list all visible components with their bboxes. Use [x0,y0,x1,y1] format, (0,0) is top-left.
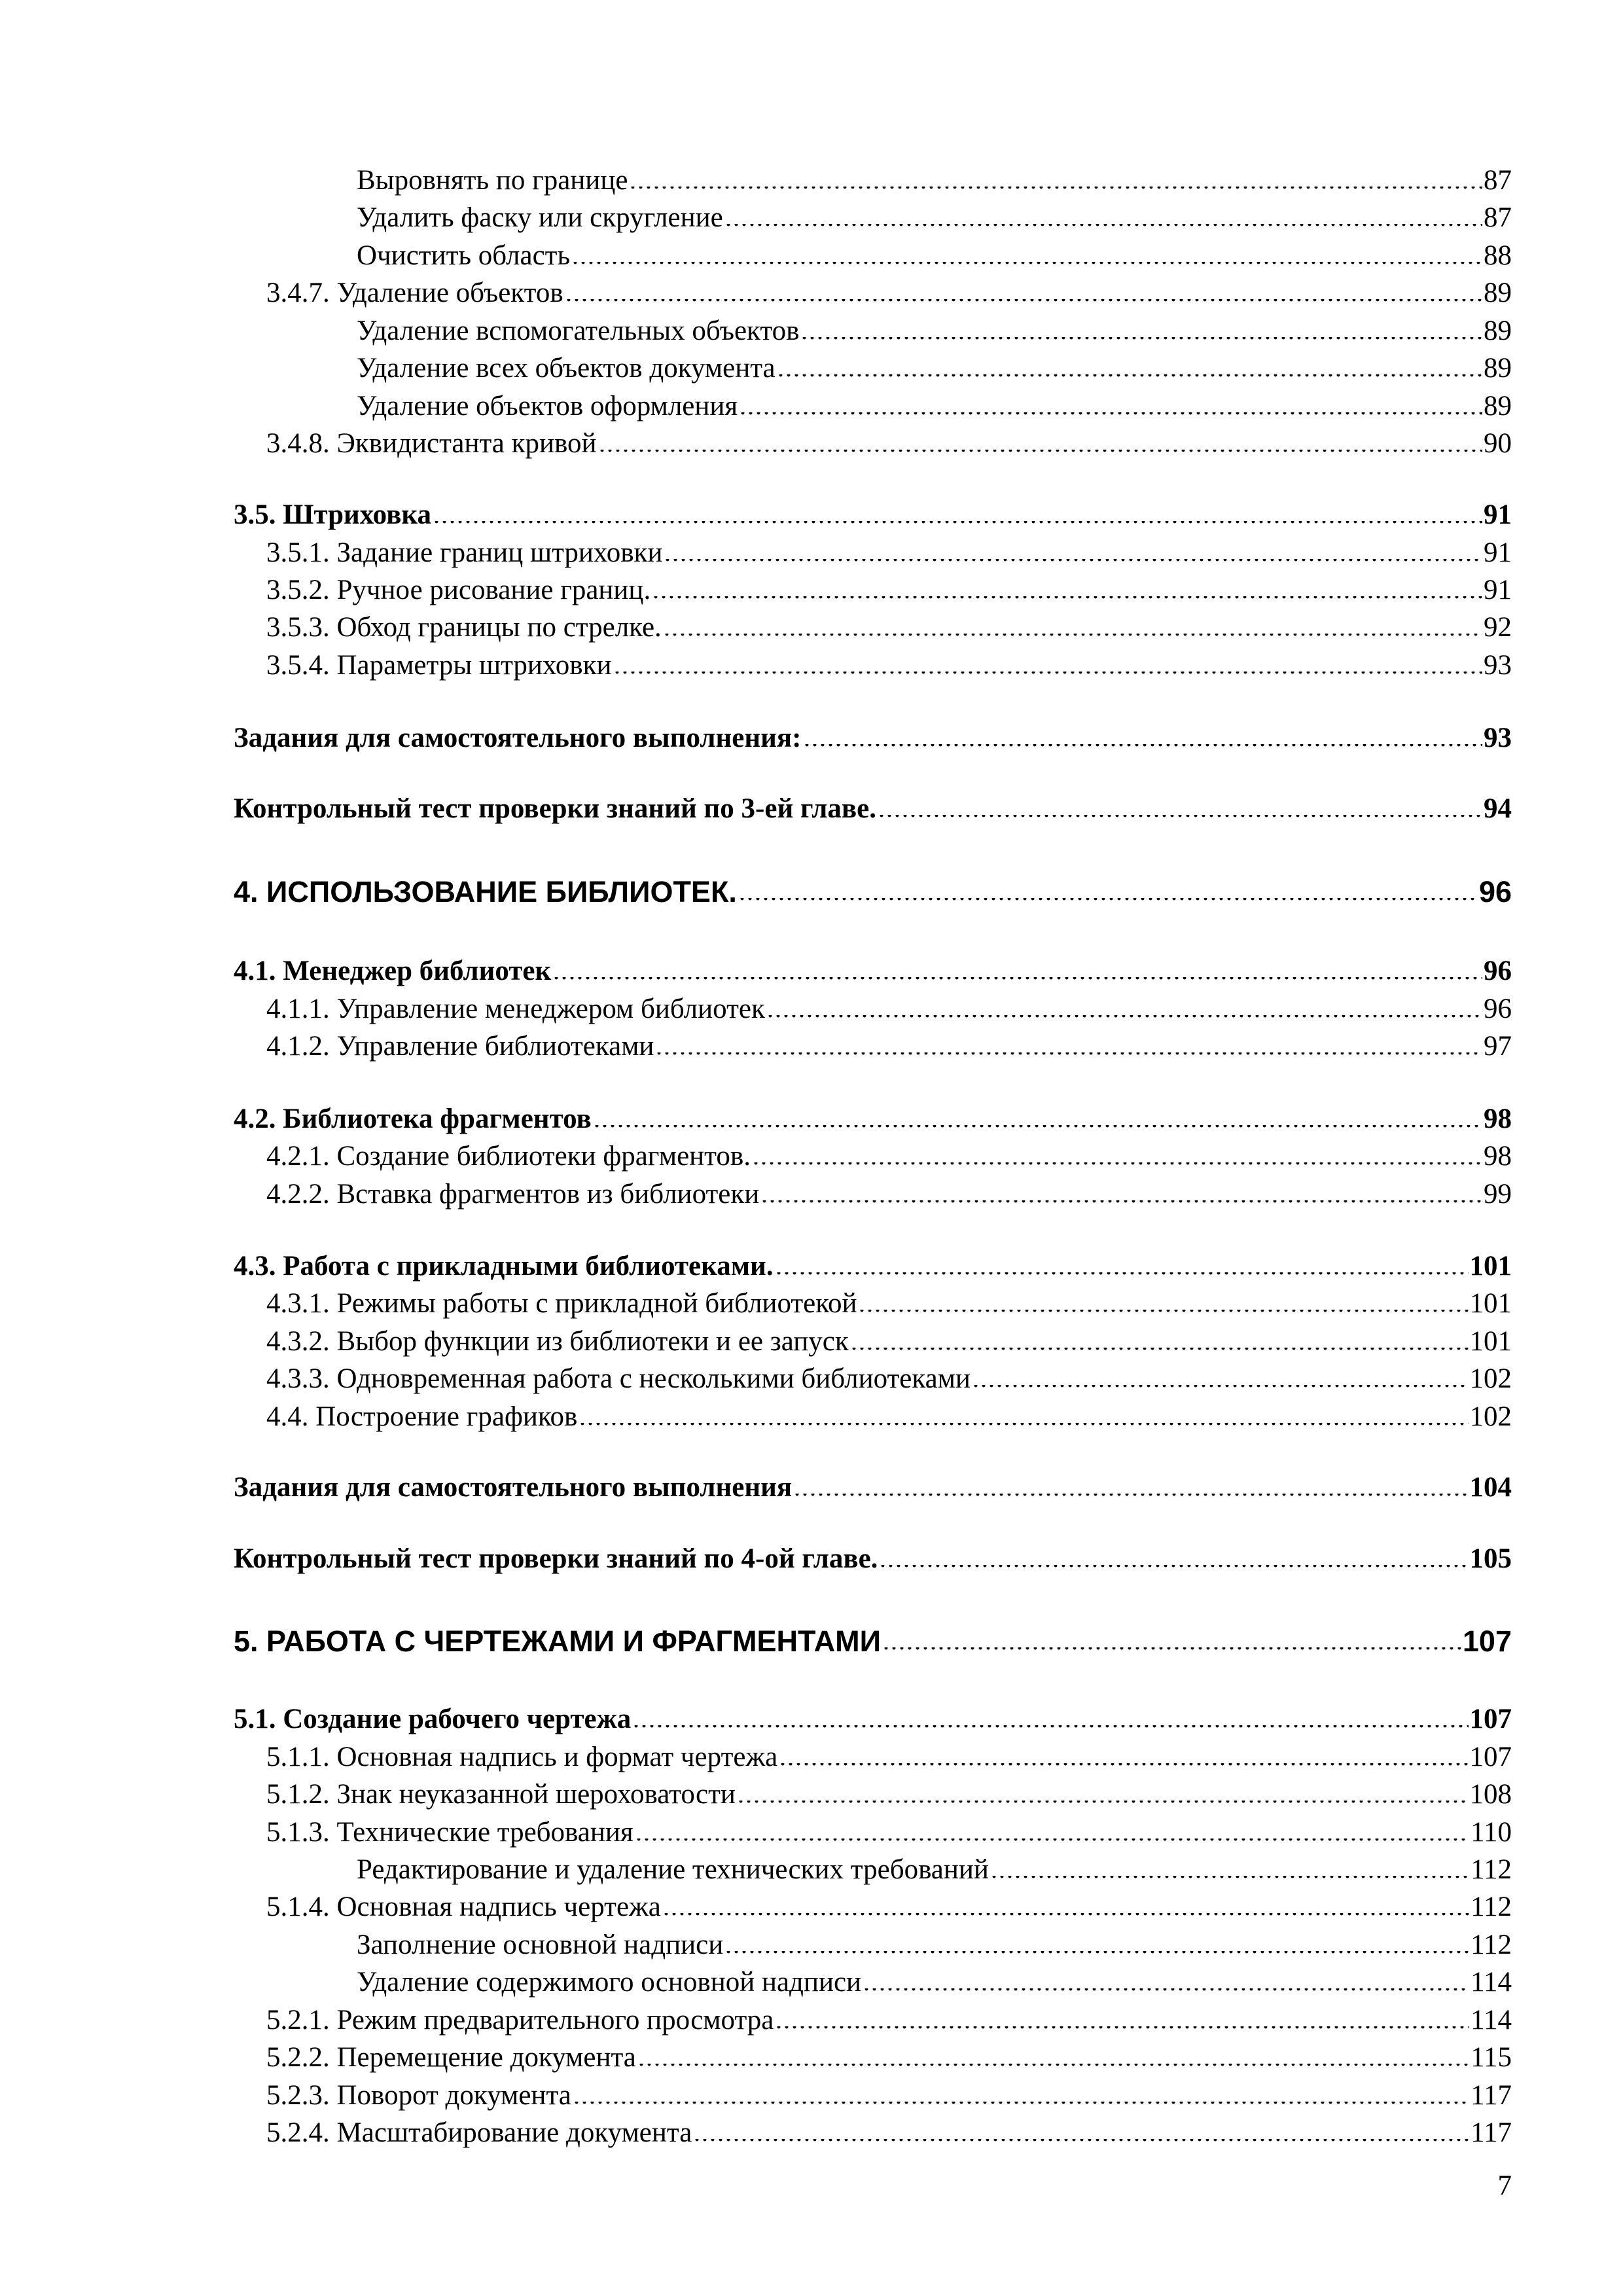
toc-entry-title: Удаление всех объектов документа [357,353,776,384]
toc-entry-title: 3.5.1. Задание границ штриховки [266,537,663,568]
toc-entry [357,1958,1512,1996]
toc-entry-page: 91 [1484,499,1512,530]
toc-leader-dots [571,262,1482,266]
toc-entry-page: 96 [1478,875,1512,908]
toc-section-entry [234,785,1512,823]
toc-entry-title: 4.1. Менеджер библиотек [234,956,552,986]
toc-entry-title: Удаление содержимого основной надписи [357,1967,862,1998]
toc-entry-title: 3.5. Штриховка [234,499,431,530]
toc-entry-page: 93 [1484,723,1512,753]
toc-section-entry [234,947,1512,985]
toc-entry-page: 105 [1469,1543,1512,1574]
toc-entry-title: 5.1.3. Технические требования [266,1817,633,1848]
toc-entry-title: Редактирование и удаление технических требований [357,1854,989,1885]
toc-entry-title: 3.5.2. Ручное рисование границ. [266,575,651,605]
toc-leader-dots [752,1162,1482,1166]
toc-leader-dots [850,1348,1469,1352]
toc-entry [357,156,1512,194]
toc-entry [266,1808,1512,1846]
toc-leader-dots [779,1763,1468,1767]
toc-leader-dots [775,2026,1469,2030]
toc-entry-title: 4.2.1. Создание библиотеки фрагментов. [266,1141,751,1172]
toc-entry-title: Задания для самостоятельного выполнения: [234,723,802,753]
toc-leader-dots [579,1423,1468,1427]
toc-entry [357,232,1512,270]
toc-leader-dots [879,1565,1468,1569]
toc-leader-dots [739,412,1482,416]
toc-leader-dots [593,1125,1482,1129]
toc-entry [357,1921,1512,1959]
toc-entry [357,344,1512,382]
toc-section-entry [234,1535,1512,1573]
toc-entry [266,2072,1512,2109]
toc-leader-dots [565,299,1482,303]
toc-entry-title: Задания для самостоятельного выполнения [234,1472,793,1503]
toc-entry-title: 4.3.2. Выбор функции из библиотеки и ее запуск [266,1326,849,1357]
toc-entry-title: 4.2.2. Вставка фрагментов из библиотеки [266,1179,760,1210]
toc-leader-dots [629,187,1482,190]
toc-entry [266,1132,1512,1170]
toc-entry-page: 92 [1484,612,1512,643]
toc-leader-dots [724,1951,1469,1955]
toc-entry-title: Контрольный тест проверки знаний по 3-ей главе. [234,793,876,824]
toc-entry-title: 5.2.3. Поворот документа [266,2080,571,2111]
toc-entry-page: 104 [1469,1472,1512,1503]
toc-leader-dots [972,1385,1469,1389]
toc-entry-page: 89 [1484,391,1512,422]
toc-entry-page: 108 [1469,1779,1512,1810]
toc-entry-title: Удалить фаску или скругление [357,202,723,233]
toc-entry-title: Заполнение основной надписи [357,1929,724,1960]
toc-entry [357,1846,1512,1884]
toc-leader-dots [693,2139,1469,2143]
toc-entry [266,603,1512,641]
toc-entry-page: 114 [1471,1967,1512,1998]
toc-entry-page: 87 [1484,165,1512,196]
toc-entry-page: 96 [1484,956,1512,986]
toc-leader-dots [882,1647,1461,1651]
toc-entry [266,1318,1512,1355]
toc-entry [266,2034,1512,2072]
toc-section-entry [234,1695,1512,1733]
toc-chapter-entry [234,1618,1512,1656]
toc-entry-title: 4.1.1. Управление менеджером библиотек [266,994,765,1024]
toc-entry-page: 87 [1484,202,1512,233]
toc-entry-page: 101 [1469,1326,1512,1357]
toc-entry-page: 102 [1469,1363,1512,1394]
toc-entry-title: Удаление объектов оформления [357,391,738,422]
toc-entry-page: 93 [1484,650,1512,681]
toc-entry [266,1770,1512,1808]
toc-entry-title: Очистить область [357,240,571,271]
toc-entry-page: 107 [1469,1704,1512,1734]
toc-entry-page: 114 [1471,2005,1512,2036]
toc-leader-dots [613,672,1483,675]
toc-leader-dots [552,977,1482,981]
toc-leader-dots [775,1272,1469,1276]
toc-entry-page: 89 [1484,315,1512,346]
toc-entry-page: 107 [1469,1742,1512,1772]
toc-entry [266,566,1512,604]
toc-leader-dots [664,559,1482,563]
toc-entry-page: 115 [1471,2042,1512,2073]
toc-entry-title: 5.1.1. Основная надпись и формат чертежа [266,1742,778,1772]
toc-leader-dots [573,2102,1469,2106]
toc-leader-dots [990,1876,1469,1880]
toc-leader-dots [662,1913,1469,1917]
toc-entry-page: 112 [1471,1929,1512,1960]
toc-entry-page: 89 [1484,353,1512,384]
toc-leader-dots [632,1725,1468,1729]
toc-entry-page: 101 [1469,1251,1512,1282]
toc-entry-title: 3.4.8. Эквидистанта кривой [266,428,597,459]
toc-entry-page: 98 [1484,1103,1512,1134]
toc-entry-title: 5.1. Создание рабочего чертежа [234,1704,632,1734]
toc-entry-page: 96 [1484,994,1512,1024]
toc-entry [357,307,1512,345]
toc-entry [266,269,1512,307]
toc-entry-page: 117 [1471,2080,1512,2111]
toc-leader-dots [800,337,1482,341]
toc-entry-title: 4. ИСПОЛЬЗОВАНИЕ БИБЛИОТЕК. [234,875,737,908]
toc-entry-page: 110 [1471,1817,1512,1848]
toc-leader-dots [663,634,1482,637]
toc-leader-dots [637,2064,1469,2068]
toc-entry-title: 5.1.2. Знак неуказанной шероховатости [266,1779,736,1810]
toc-entry-page: 98 [1484,1141,1512,1172]
toc-entry-title: 3.4.7. Удаление объектов [266,278,563,308]
toc-leader-dots [766,1015,1482,1019]
toc-entry [266,529,1512,567]
toc-entry [266,1393,1512,1431]
toc-entry-title: 4.3. Работа с прикладными библиотеками. [234,1251,774,1282]
toc-leader-dots [858,1310,1468,1314]
toc-entry-title: 5.1.4. Основная надпись чертежа [266,1892,661,1922]
toc-entry-page: 94 [1484,793,1512,824]
toc-entry-page: 91 [1484,575,1512,605]
toc-entry [266,420,1512,457]
toc-entry [266,641,1512,679]
toc-entry-title: 5.2.4. Масштабирование документа [266,2117,692,2148]
toc-entry-title: 4.3.1. Режимы работы с прикладной библиотекой [266,1288,857,1319]
toc-entry-page: 112 [1471,1892,1512,1922]
toc-entry [357,382,1512,420]
toc-section-entry [234,714,1512,752]
toc-leader-dots [652,596,1482,600]
toc-leader-dots [737,1801,1469,1804]
toc-entry-title: 5.2.2. Перемещение документа [266,2042,636,2073]
toc-section-entry [234,1095,1512,1133]
toc-entry-title: Выровнять по границе [357,165,628,196]
toc-entry [266,2109,1512,2147]
toc-entry [266,1170,1512,1208]
toc-entry [266,1022,1512,1060]
toc-entry-page: 101 [1469,1288,1512,1319]
toc-entry-page: 107 [1462,1624,1512,1658]
toc-entry [266,1996,1512,2034]
toc-leader-dots [433,521,1482,525]
toc-entry-title: 4.3.3. Одновременная работа с несколькими библиотеками [266,1363,971,1394]
toc-leader-dots [777,374,1482,378]
toc-entry-title: 5. РАБОТА С ЧЕРТЕЖАМИ И ФРАГМЕНТАМИ [234,1624,881,1658]
toc-leader-dots [655,1052,1482,1056]
toc-entry-page: 89 [1484,278,1512,308]
toc-chapter-entry [234,869,1512,906]
toc-entry-title: 5.2.1. Режим предварительного просмотра [266,2005,774,2036]
toc-leader-dots [760,1200,1482,1204]
toc-leader-dots [878,815,1482,819]
toc-leader-dots [635,1839,1469,1842]
toc-section-entry [234,1463,1512,1501]
toc-entry-title: 3.5.3. Обход границы по стрелке. [266,612,662,643]
toc-entry-page: 117 [1471,2117,1512,2148]
toc-entry [266,1355,1512,1393]
toc-entry-title: 4.2. Библиотека фрагментов [234,1103,592,1134]
toc-entry-title: 4.4. Построение графиков [266,1401,578,1432]
toc-leader-dots [724,224,1482,228]
toc-entry [266,1280,1512,1318]
toc-leader-dots [863,1988,1469,1992]
toc-entry-page: 97 [1484,1031,1512,1062]
toc-section-entry [234,1242,1512,1280]
toc-entry-title: Удаление вспомогательных объектов [357,315,800,346]
toc-entry-page: 91 [1484,537,1512,568]
toc-section-entry [234,491,1512,529]
toc-entry-page: 99 [1484,1179,1512,1210]
toc-leader-dots [803,744,1483,748]
toc-entry-title: 3.5.4. Параметры штриховки [266,650,612,681]
toc-entry [357,194,1512,232]
toc-entry-title: 4.1.2. Управление библиотеками [266,1031,654,1062]
toc-entry [266,1883,1512,1921]
toc-entry-page: 102 [1469,1401,1512,1432]
page-number: 7 [1497,2170,1512,2201]
toc-entry-page: 88 [1484,240,1512,271]
toc-leader-dots [793,1494,1468,1498]
toc-entry-page: 112 [1471,1854,1512,1885]
toc-leader-dots [738,898,1478,902]
toc-entry-title: Контрольный тест проверки знаний по 4-ой главе. [234,1543,878,1574]
toc-entry [266,985,1512,1023]
toc-entry [266,1733,1512,1771]
toc-leader-dots [598,450,1482,454]
toc-entry-page: 90 [1484,428,1512,459]
